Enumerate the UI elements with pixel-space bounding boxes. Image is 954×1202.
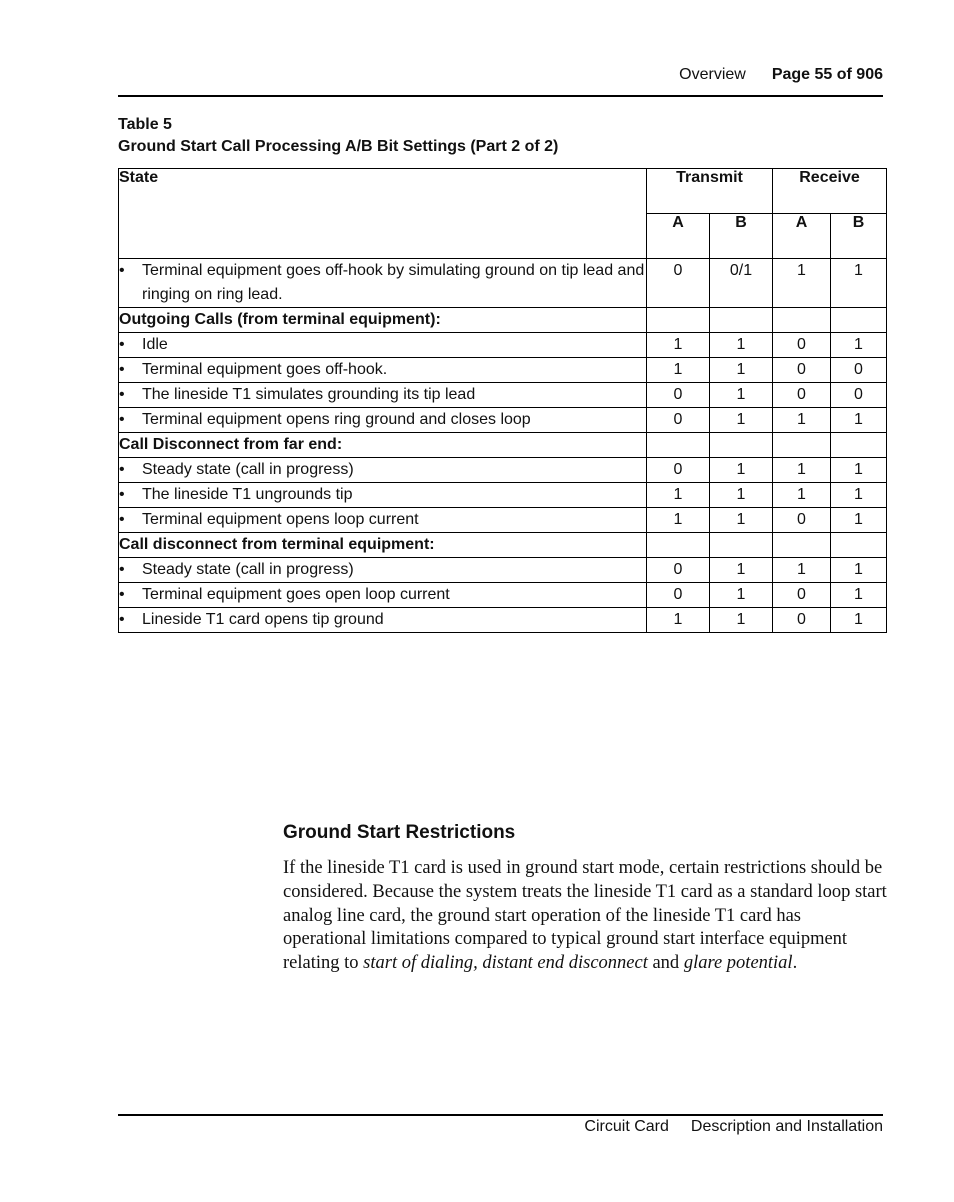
state-cell (119, 333, 647, 358)
ab-bit-table (118, 168, 887, 633)
bullet-item (119, 259, 646, 307)
table-row (119, 358, 887, 383)
bullet-icon: • (119, 461, 125, 478)
state-label: Terminal equipment goes off-hook. (142, 361, 388, 378)
state-label: The lineside T1 simulates grounding its tip lead (142, 386, 476, 403)
transmit-b-cell: 1 (710, 508, 773, 533)
transmit-a-cell: 0 (647, 583, 710, 608)
receive-b-cell: 1 (831, 259, 887, 308)
header-section: Overview (679, 66, 746, 83)
table-row (119, 558, 887, 583)
receive-a-cell (773, 433, 831, 458)
state-cell (119, 433, 647, 458)
transmit-b-header: B (710, 214, 773, 259)
receive-b-cell: 1 (831, 558, 887, 583)
state-label: Terminal equipment opens loop current (142, 511, 419, 528)
transmit-a-cell: 1 (647, 358, 710, 383)
receive-a-cell: 0 (773, 583, 831, 608)
transmit-a-cell: 0 (647, 383, 710, 408)
bullet-icon: • (119, 486, 125, 503)
bullet-item (119, 583, 646, 607)
state-cell (119, 558, 647, 583)
transmit-b-cell: 1 (710, 383, 773, 408)
bullet-item (119, 333, 646, 357)
table-number: Table 5 (118, 116, 172, 133)
table-row (119, 408, 887, 433)
section-paragraph (283, 857, 887, 976)
paragraph-emphasis-2: glare potential (683, 953, 793, 974)
receive-b-cell: 1 (831, 333, 887, 358)
receive-a-cell: 0 (773, 608, 831, 633)
state-label: Terminal equipment goes open loop current (142, 586, 450, 603)
receive-a-cell: 0 (773, 508, 831, 533)
state-label: Terminal equipment opens ring ground and closes loop (142, 411, 531, 428)
table-group-row (119, 433, 887, 458)
state-label: Lineside T1 card opens tip ground (142, 611, 384, 628)
bullet-item (119, 508, 646, 532)
transmit-b-cell: 1 (710, 408, 773, 433)
footer-rule (118, 1114, 883, 1116)
state-cell (119, 608, 647, 633)
bullet-icon: • (119, 262, 125, 279)
transmit-a-cell: 1 (647, 483, 710, 508)
table-group-row (119, 533, 887, 558)
transmit-b-cell: 0/1 (710, 259, 773, 308)
receive-b-cell: 1 (831, 458, 887, 483)
bullet-icon: • (119, 511, 125, 528)
bullet-item (119, 358, 646, 382)
bullet-item (119, 558, 646, 582)
state-cell (119, 383, 647, 408)
transmit-a-cell (647, 308, 710, 333)
bullet-icon: • (119, 586, 125, 603)
bullet-item (119, 408, 646, 432)
table-title: Ground Start Call Processing A/B Bit Settings (Part 2 of 2) (118, 138, 559, 155)
page-header (118, 66, 883, 84)
table-row (119, 483, 887, 508)
paragraph-text-2: and (647, 953, 684, 974)
bullet-icon: • (119, 361, 125, 378)
page-footer (118, 1118, 883, 1136)
state-cell (119, 308, 647, 333)
state-cell (119, 259, 647, 308)
table-body (119, 259, 887, 633)
state-cell (119, 458, 647, 483)
bullet-item (119, 608, 646, 632)
bullet-icon: • (119, 336, 125, 353)
table-group-row (119, 308, 887, 333)
bullet-item (119, 383, 646, 407)
paragraph-emphasis-1: start of dialing, distant end disconnect (363, 953, 648, 974)
table-row (119, 333, 887, 358)
transmit-b-cell: 1 (710, 358, 773, 383)
bullet-item (119, 483, 646, 507)
transmit-a-cell: 0 (647, 259, 710, 308)
transmit-a-cell: 0 (647, 558, 710, 583)
bullet-item (119, 458, 646, 482)
receive-b-cell (831, 308, 887, 333)
receive-group-header: Receive (773, 169, 887, 214)
transmit-a-cell: 1 (647, 333, 710, 358)
receive-b-cell: 1 (831, 508, 887, 533)
receive-b-cell (831, 433, 887, 458)
receive-b-cell: 1 (831, 483, 887, 508)
table-caption (118, 114, 558, 158)
table-row (119, 608, 887, 633)
bullet-icon: • (119, 611, 125, 628)
state-label: Idle (142, 336, 168, 353)
receive-a-cell: 1 (773, 408, 831, 433)
group-label: Outgoing Calls (from terminal equipment): (119, 311, 441, 328)
footer-left: Circuit Card (584, 1118, 669, 1135)
state-cell (119, 533, 647, 558)
state-label: Steady state (call in progress) (142, 561, 354, 578)
receive-a-cell: 0 (773, 383, 831, 408)
table-row (119, 508, 887, 533)
receive-a-header: A (773, 214, 831, 259)
table-header-row (119, 169, 887, 214)
state-cell (119, 508, 647, 533)
receive-a-cell: 1 (773, 458, 831, 483)
state-cell (119, 358, 647, 383)
transmit-group-header: Transmit (647, 169, 773, 214)
receive-b-cell: 0 (831, 383, 887, 408)
state-cell (119, 483, 647, 508)
transmit-b-cell: 1 (710, 483, 773, 508)
receive-b-cell: 1 (831, 408, 887, 433)
state-cell (119, 408, 647, 433)
state-cell (119, 583, 647, 608)
receive-b-cell: 1 (831, 583, 887, 608)
transmit-b-cell (710, 433, 773, 458)
state-label: Steady state (call in progress) (142, 461, 354, 478)
table-row (119, 383, 887, 408)
transmit-a-cell: 1 (647, 508, 710, 533)
group-label: Call disconnect from terminal equipment: (119, 536, 435, 553)
transmit-b-cell: 1 (710, 583, 773, 608)
paragraph-text-1: If the lineside T1 card is used in ground start mode, certain restrictions should be considered. Because the system treats the lineside T1 card as a standard loop start analog line card, the ground start operation of the lineside T1 card has operational limitations compared to typical ground start interface equipment relating to (283, 858, 887, 974)
state-label: The lineside T1 ungrounds tip (142, 486, 353, 503)
transmit-a-header: A (647, 214, 710, 259)
transmit-b-cell (710, 533, 773, 558)
transmit-b-cell: 1 (710, 558, 773, 583)
receive-a-cell (773, 533, 831, 558)
bullet-icon: • (119, 411, 125, 428)
table-row (119, 259, 887, 308)
transmit-b-cell: 1 (710, 333, 773, 358)
receive-a-cell: 0 (773, 358, 831, 383)
transmit-b-cell: 1 (710, 608, 773, 633)
transmit-a-cell: 0 (647, 458, 710, 483)
receive-a-cell: 0 (773, 333, 831, 358)
receive-a-cell: 1 (773, 259, 831, 308)
state-label: Terminal equipment goes off-hook by simulating ground on tip lead and ringing on ring lead. (142, 262, 645, 303)
header-page-number: Page 55 of 906 (771, 66, 883, 83)
receive-a-cell: 1 (773, 483, 831, 508)
transmit-b-cell (710, 308, 773, 333)
paragraph-text-3: . (792, 953, 798, 974)
transmit-a-cell: 0 (647, 408, 710, 433)
transmit-a-cell (647, 533, 710, 558)
transmit-b-cell: 1 (710, 458, 773, 483)
header-rule (118, 95, 883, 97)
section-heading: Ground Start Restrictions (283, 822, 516, 843)
state-column-header: State (119, 169, 647, 259)
table-row (119, 458, 887, 483)
receive-b-cell (831, 533, 887, 558)
group-label: Call Disconnect from far end: (119, 436, 343, 453)
bullet-icon: • (119, 561, 125, 578)
bullet-icon: • (119, 386, 125, 403)
receive-b-header: B (831, 214, 887, 259)
footer-right: Description and Installation (690, 1118, 883, 1135)
receive-a-cell (773, 308, 831, 333)
table-row (119, 583, 887, 608)
receive-a-cell: 1 (773, 558, 831, 583)
receive-b-cell: 1 (831, 608, 887, 633)
receive-b-cell: 0 (831, 358, 887, 383)
transmit-a-cell (647, 433, 710, 458)
transmit-a-cell: 1 (647, 608, 710, 633)
